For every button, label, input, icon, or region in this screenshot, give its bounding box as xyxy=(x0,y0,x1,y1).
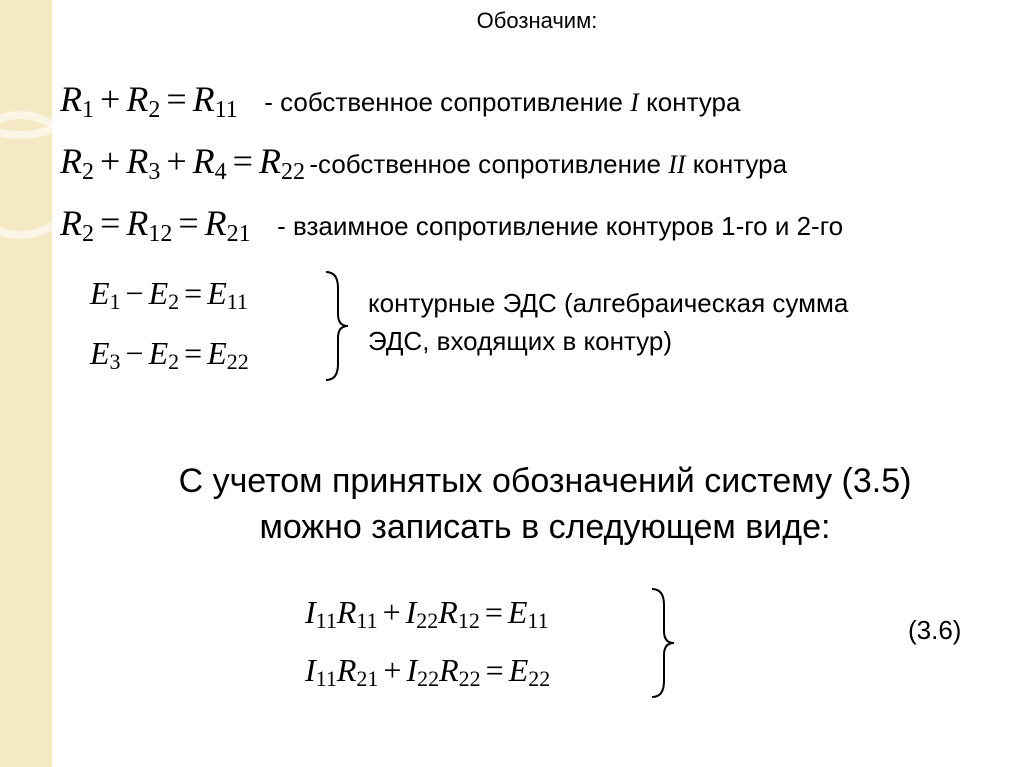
emf-description-line-1: контурные ЭДС (алгебраическая сумма xyxy=(368,288,849,318)
system-intro-line-1: С учетом принятых обозначений систему (3.5) xyxy=(178,462,912,500)
slide-title: Обозначим: xyxy=(476,8,598,33)
emf-description xyxy=(368,284,848,360)
decorative-sidebar xyxy=(0,0,52,767)
system-equation-1: $I_{11}R_{11} + I_{22}R_{12} = E_{11}$ xyxy=(305,594,549,633)
definition-row-1 xyxy=(60,78,740,124)
right-brace-icon xyxy=(322,268,352,384)
formula-r12: $R_2 = R_{12} = R_{21}$ xyxy=(60,203,251,247)
system-brace-icon xyxy=(648,585,678,701)
definition-text-3: - взаимное сопротивление контуров 1-го и 2-го xyxy=(277,211,844,241)
definition-row-3 xyxy=(60,202,843,248)
definition-text-2: -собственное сопротивление II контура xyxy=(309,149,788,179)
emf-description-line-2: ЭДС, входящих в контур) xyxy=(368,326,673,356)
system-intro-line-2: можно записать в следующем виде: xyxy=(259,508,831,546)
equation-number: (3.6) xyxy=(908,615,962,645)
definition-text-1: - собственное сопротивление I контура xyxy=(264,87,741,117)
formula-r22: $R_2 + R_3 + R_4 = R_{22}$ xyxy=(60,141,305,185)
formula-e22: $E_3 - E_2 = E_{22}$ xyxy=(90,335,249,374)
formula-e11: $E_1 - E_2 = E_{11}$ xyxy=(90,275,248,314)
system-equation-2: $I_{11}R_{21} + I_{22}R_{22} = E_{22}$ xyxy=(305,652,551,691)
definition-row-2 xyxy=(60,140,787,186)
formula-r11: $R_1 + R_2 = R_{11}$ xyxy=(60,79,238,123)
system-intro-text xyxy=(60,458,1024,550)
